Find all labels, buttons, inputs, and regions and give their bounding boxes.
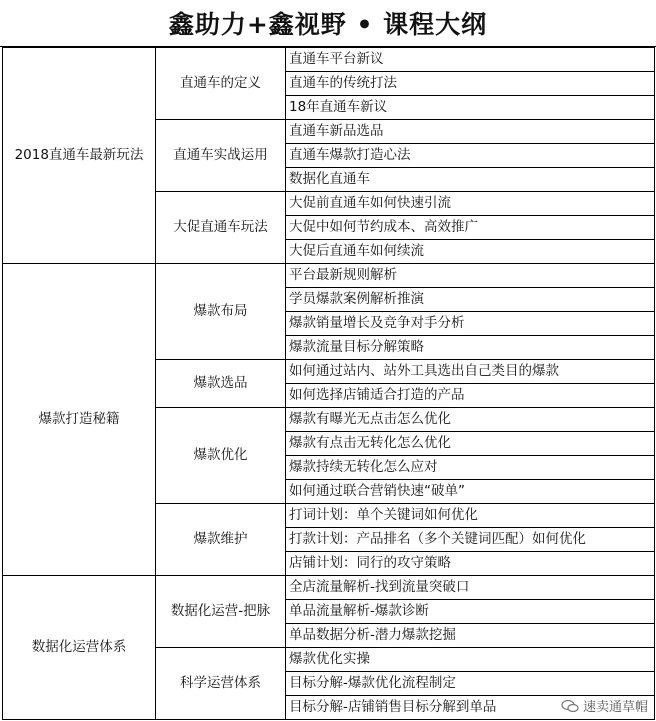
topic-cell: 学员爆款案例解析推演 [286, 288, 655, 312]
topic-cell: 如何通过联合营销快速“破单” [286, 480, 655, 504]
group-cell: 爆款选品 [156, 360, 286, 408]
topic-cell: 爆款流量目标分解策略 [286, 336, 655, 360]
topic-cell: 单品数据分析-潜力爆款挖掘 [286, 624, 655, 648]
watermark-text: 速卖通草帽 [582, 700, 648, 715]
section-cell: 爆款打造秘籍 [3, 264, 156, 576]
watermark [561, 696, 648, 715]
section-cell: 数据化运营体系 [3, 576, 156, 720]
topic-cell: 18年直通车新议 [286, 96, 655, 120]
topic-cell: 全店流量解析-找到流量突破口 [286, 576, 655, 600]
page-title: 鑫助力+鑫视野 • 课程大纲 [0, 0, 656, 47]
group-cell: 爆款维护 [156, 504, 286, 576]
topic-cell: 店铺计划：同行的攻守策略 [286, 552, 655, 576]
topic-cell: 爆款销量增长及竞争对手分析 [286, 312, 655, 336]
syllabus-table [2, 47, 655, 720]
topic-cell: 爆款持续无转化怎么应对 [286, 456, 655, 480]
topic-cell: 目标分解-爆款优化流程制定 [286, 672, 655, 696]
topic-cell: 打词计划：单个关键词如何优化 [286, 504, 655, 528]
group-cell: 爆款布局 [156, 264, 286, 360]
topic-cell: 单品流量解析-爆款诊断 [286, 600, 655, 624]
topic-cell: 爆款有曝光无点击怎么优化 [286, 408, 655, 432]
topic-cell: 平台最新规则解析 [286, 264, 655, 288]
topic-cell: 直通车的传统打法 [286, 72, 655, 96]
topic-cell: 大促中如何节约成本、高效推广 [286, 216, 655, 240]
topic-cell: 打款计划：产品排名（多个关键词匹配）如何优化 [286, 528, 655, 552]
topic-cell: 直通车平台新议 [286, 48, 655, 72]
topic-cell: 爆款有点击无转化怎么优化 [286, 432, 655, 456]
topic-cell: 如何通过站内、站外工具选出自己类目的爆款 [286, 360, 655, 384]
topic-cell: 直通车新品选品 [286, 120, 655, 144]
topic-cell: 大促后直通车如何续流 [286, 240, 655, 264]
group-cell: 爆款优化 [156, 408, 286, 504]
group-cell: 直通车的定义 [156, 48, 286, 120]
topic-cell: 如何选择店铺适合打造的产品 [286, 384, 655, 408]
group-cell: 数据化运营-把脉 [156, 576, 286, 648]
topic-cell: 大促前直通车如何快速引流 [286, 192, 655, 216]
wechat-icon [561, 699, 579, 713]
topic-cell: 直通车爆款打造心法 [286, 144, 655, 168]
group-cell: 大促直通车玩法 [156, 192, 286, 264]
table-row [3, 264, 655, 288]
topic-cell: 数据化直通车 [286, 168, 655, 192]
group-cell: 直通车实战运用 [156, 120, 286, 192]
table-row [3, 48, 655, 72]
section-cell: 2018直通车最新玩法 [3, 48, 156, 264]
group-cell: 科学运营体系 [156, 648, 286, 720]
topic-cell: 目标分解-店铺销售目标分解到单品 [286, 696, 655, 720]
table-row [3, 576, 655, 600]
topic-cell: 爆款优化实操 [286, 648, 655, 672]
